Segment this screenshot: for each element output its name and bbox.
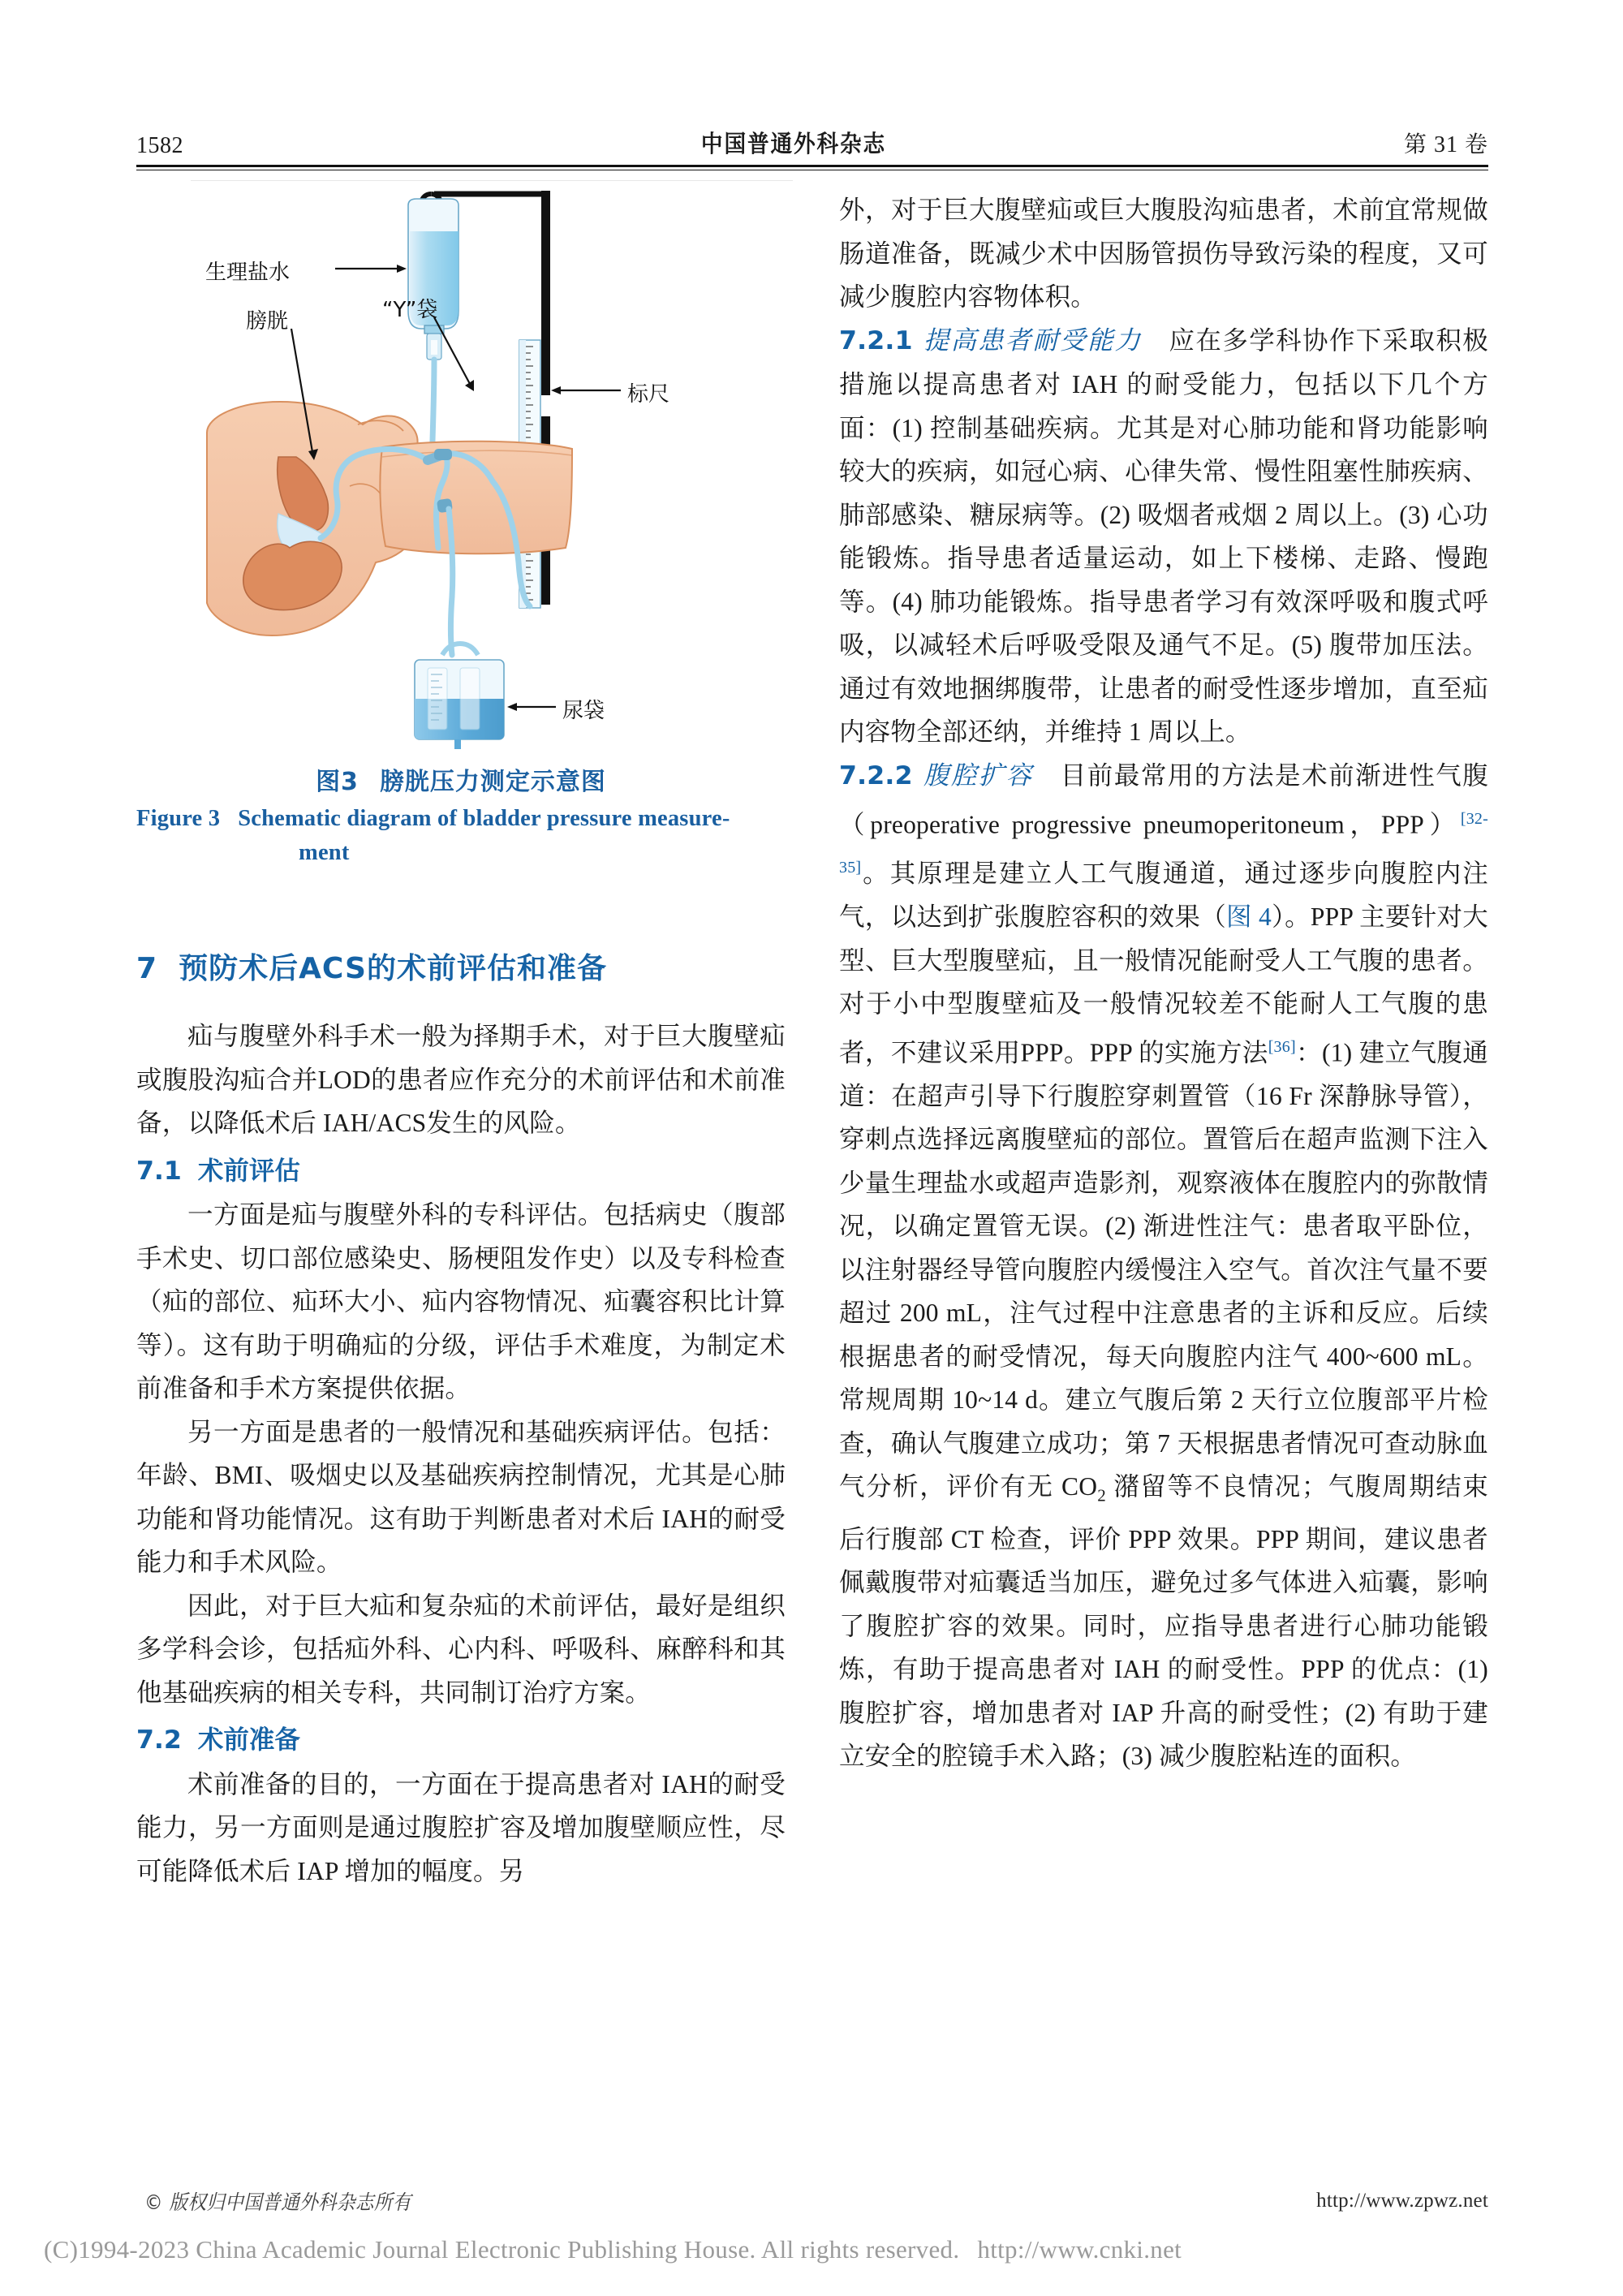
volume-label: 第 31 卷: [1403, 132, 1488, 157]
figure-4-crossref[interactable]: 图 4: [1226, 902, 1272, 931]
figure-caption-cn-text: 膀胱压力测定示意图: [379, 768, 606, 796]
right-column: [839, 188, 1488, 1778]
figure-caption-cn: [136, 761, 786, 797]
subsection-7-2-1-title: 提高患者耐受能力: [922, 325, 1143, 355]
journal-title: 中国普通外科杂志: [700, 130, 887, 157]
figure-caption-cn-label: 图3: [316, 768, 359, 796]
page-folio: 1582: [136, 133, 183, 158]
runin-heading-7-2-2: [839, 761, 1033, 790]
subsection-heading-7-2: [136, 1719, 786, 1763]
paragraph-continued: 外，对于巨大腹壁疝或巨大腹股沟疝患者，术前宜常规做肠道准备，既减少术中因肠管损伤导致污染的程度，又可减少腹腔内容物体积。: [839, 196, 1488, 311]
paragraph-7-1-c: 因此，对于巨大疝和复杂疝的术前评估，最好是组织多学科会诊，包括疝外科、心内科、呼吸科、麻醉科和其他基础疾病的相关专科，共同制订治疗方案。: [136, 1591, 786, 1707]
subsection-7-2-2-body-1: 目前最常用的方法是术前渐进性气腹（preoperative progressive pneumoperitoneum，PPP）: [839, 760, 1488, 839]
figure-caption-en: [136, 802, 786, 870]
section-heading-7: [136, 946, 786, 992]
figure-label-y-bag: “Y”袋: [382, 298, 438, 322]
citation-ref-32-35[interactable]: [32-35]: [839, 810, 1488, 877]
patient-body: [207, 402, 572, 635]
paragraph-7-2-2: [839, 754, 1488, 1778]
footer-cnki-watermark: [44, 2235, 1182, 2264]
footer-cnki-text: (C)1994-2023 China Academic Journal Electronic Publishing House. All rights reserved.: [44, 2235, 960, 2264]
figure-label-saline: 生理盐水: [205, 261, 291, 285]
paragraph-7-2-1: [839, 319, 1488, 754]
figure-caption-en-line1: Schematic diagram of bladder pressure measure-: [238, 806, 730, 831]
section-7-title: 预防术后ACS的术前评估和准备: [179, 952, 607, 985]
figure-caption-en-label: Figure 3: [136, 806, 221, 831]
figure-label-urine-bag: 尿袋: [562, 699, 605, 723]
footer-cnki-url: http://www.cnki.net: [977, 2235, 1182, 2264]
subsection-7-2-1-body: 应在多学科协作下采取积极措施以提高患者对 IAH 的耐受能力，包括以下几个方面：(1) 控制基础疾病。尤其是对心肺功能和肾功能影响较大的疾病，如冠心病、心律失常、慢性阻塞性肺疾病、肺部感染、糖尿病等。(2) 吸烟者戒烟 2 周以上。(3) 心功能锻炼。指导患者适量运动，如上下楼梯、走路、慢跑等。(4) 肺功能锻炼。指导患者学习有效深呼吸和腹式呼吸，以减轻术后呼吸受限及通气不足。(5) 腹带加压法。通过有效地捆绑腹带，让患者的耐受性逐步增加，直至疝内容物全部还纳，并维持 1 周以上。: [839, 325, 1488, 746]
subsection-7-1-number: 7.1: [136, 1156, 182, 1186]
paragraph-7-1-a: 一方面是疝与腹壁外科的专科评估。包括病史（腹部手术史、切口部位感染史、肠梗阻发作史）以及专科检查（疝的部位、疝环大小、疝内容物情况、疝囊容积比计算等）。这有助于明确疝的分级，评估手术难度，为制定术前准备和手术方案提供依据。: [136, 1200, 786, 1402]
paragraph-7-2: 术前准备的目的，一方面在于提高患者对 IAH的耐受能力，另一方面则是通过腹腔扩容及增加腹壁顺应性，尽可能降低术后 IAP 增加的幅度。另: [136, 1769, 786, 1885]
subsection-7-2-2-title: 腹腔扩容: [922, 760, 1034, 790]
runin-heading-7-2-1: [839, 326, 1142, 355]
tube-to-urine-bag: [449, 509, 453, 655]
saline-bag: [408, 199, 458, 360]
figure-label-scale: 标尺: [627, 382, 670, 407]
subsection-heading-7-1: [136, 1150, 786, 1194]
subsection-7-2-1-number: 7.2.1: [839, 325, 913, 355]
figure-label-bladder: 膀胱: [246, 309, 289, 334]
paragraph-7-1-b: 另一方面是患者的一般情况和基础疾病评估。包括：年龄、BMI、吸烟史以及基础疾病控制情况，尤其是心肺功能和肾功能情况。这有助于判断患者对术后 IAH的耐受能力和手术风险。: [136, 1417, 786, 1576]
citation-ref-36[interactable]: [36]: [1268, 1037, 1296, 1056]
header-rule-thick: [136, 165, 1488, 167]
subsection-7-2-title: 术前准备: [197, 1725, 300, 1755]
subsection-7-2-number: 7.2: [136, 1725, 182, 1755]
subsection-7-2-2-body-5: 潴留等不良情况；气腹周期结束后行腹部 CT 检查，评价 PPP 效果。PPP 期间，建议患者佩戴腹带对疝囊适当加压，避免过多气体进入疝囊，影响了腹腔扩容的效果。同时，应指导患者进行心肺功能锻炼，有助于提高患者对 IAH 的耐受性。PPP 的优点：(1) 腹腔扩容，增加患者对 IAP 升高的耐受性；(2) 有助于建立安全的腔镜手术入路；(3) 减少腹腔粘连的面积。: [839, 1472, 1488, 1771]
figure-caption-en-line2: ment: [299, 840, 350, 865]
urine-bag: [415, 644, 504, 749]
co2-subscript: 2: [1097, 1485, 1106, 1506]
subsection-7-2-2-body-2: 。其原理是建立人工气腹通道，通过逐步向腹腔内注气，以达到扩张腹腔容积的效果（: [839, 859, 1488, 931]
subsection-7-2-2-number: 7.2.2: [839, 760, 913, 790]
subsection-7-1-title: 术前评估: [197, 1156, 300, 1186]
running-head: [136, 114, 1488, 159]
left-column: [136, 932, 786, 1893]
footer-journal-url[interactable]: http://www.zpwz.net: [1316, 2190, 1488, 2212]
section-7-number: 7: [136, 952, 158, 985]
paragraph-intro: 疝与腹壁外科手术一般为择期手术，对于巨大腹壁疝或腹股沟疝合并LOD的患者应作充分的术前评估和术前准备，以降低术后 IAH/ACS发生的风险。: [136, 1022, 786, 1137]
footer-copyright-cn: © 版权归中国普通外科杂志所有: [144, 2190, 411, 2214]
subsection-7-2-2-body-4: ：(1) 建立气腹通道：在超声引导下行腹腔穿刺置管（16 Fr 深静脉导管），穿刺点选择远离腹壁疝的部位。置管后在超声监测下注入少量生理盐水或超声造影剂，观察液体在腹腔内的弥散情况，以确定置管无误。(2) 渐进性注气：患者取平卧位，以注射器经导管向腹腔内缓慢注入空气。首次注气量不要超过 200 mL，注气过程中注意患者的主诉和反应。后续根据患者的耐受情况，每天向腹腔内注气 400~600 mL。常规周期 10~14 d。建立气腹后第 2 天行立位腹部平片检查，确认气腹建立成功；第 7 天根据患者情况可查动脉血气分析，评价有无 CO: [839, 1038, 1488, 1501]
subsection-7-2-2-body-3: ）。PPP 主要针对大型、巨大型腹壁疝，且一般情况能耐受人工气腹的患者。对于小中型腹壁疝及一般情况较差不能耐人工气腹的患者，不建议采用PPP。PPP 的实施方法: [839, 902, 1488, 1066]
figure-3-container: [191, 180, 793, 749]
